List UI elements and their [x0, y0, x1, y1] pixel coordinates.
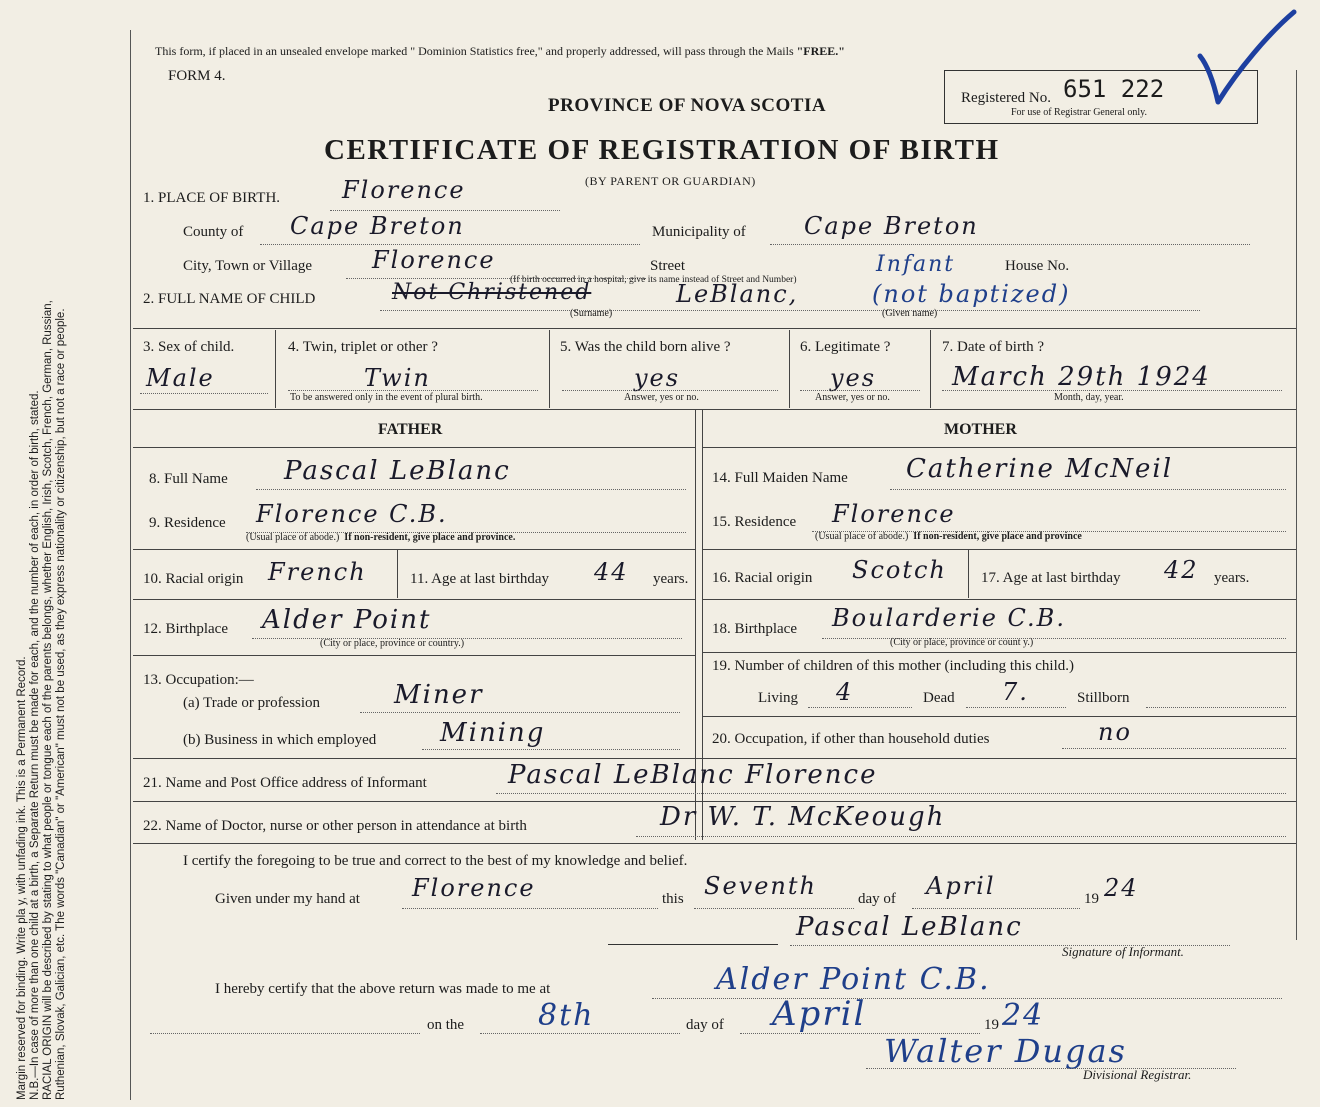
note-text: (Usual place of abode.): [815, 531, 909, 542]
father-residence-note: [246, 532, 515, 543]
registrar-note: For use of Registrar General only.: [1011, 107, 1147, 118]
informant-signature: Pascal LeBlanc: [796, 912, 1023, 942]
registrar-day-of-label: day of: [686, 1017, 724, 1033]
fill-line: [380, 310, 1200, 311]
rule: [703, 447, 1296, 448]
informant-signature-caption: Signature of Informant.: [1062, 944, 1184, 959]
mail-free-text: "FREE.": [796, 44, 845, 58]
child-infant-note: Infant: [876, 252, 956, 277]
mother-residence-label: 15. Residence: [712, 514, 797, 530]
informant-label: 21. Name and Post Office address of Informant: [143, 775, 427, 791]
twin-note: To be answered only in the event of plural birth.: [290, 392, 483, 403]
rule: [133, 549, 695, 550]
doctor-value: Dr W. T. McKeough: [660, 802, 946, 832]
fill-line: [260, 244, 640, 245]
living-label: Living: [758, 690, 798, 706]
father-trade-value: Miner: [394, 680, 484, 710]
mother-race-value: Scotch: [852, 556, 947, 584]
margin-line: Margin reserved for binding. Write pla y, with unfading ink. This is a Permanent Record.: [16, 656, 28, 1100]
county-label: County of: [183, 224, 244, 240]
rule: [133, 655, 695, 656]
checkmark-icon: [1190, 6, 1300, 116]
fill-line: [330, 210, 560, 211]
fill-line: [770, 244, 1250, 245]
father-name-label: 8. Full Name: [149, 471, 228, 487]
father-birthplace-note: (City or place, province or country.): [320, 638, 465, 649]
page-title: CERTIFICATE OF REGISTRATION OF BIRTH: [324, 134, 1000, 166]
on-the-label: on the: [427, 1017, 465, 1033]
note-text: (Usual place of abode.): [246, 532, 340, 543]
legitimate-value: yes: [830, 364, 877, 392]
sex-value: Male: [146, 364, 215, 392]
fill-line: [1146, 707, 1286, 708]
fill-line: [890, 489, 1286, 490]
father-trade-label: (a) Trade or profession: [183, 695, 321, 711]
street-label: Street: [650, 258, 685, 274]
mother-residence-value: Florence: [832, 500, 956, 528]
province-heading: PROVINCE OF NOVA SCOTIA: [548, 95, 827, 116]
right-border: [1296, 70, 1297, 940]
margin-line: Ruthenian, Slovak, Galician, etc. The words "Canadian" or "American" must not be used, as they express nationality or citizenship, but not a race or people.: [55, 308, 67, 1100]
given-year-suffix: 24: [1104, 874, 1139, 902]
fill-line: [652, 998, 1282, 999]
rule: [930, 330, 931, 408]
given-name-caption: (Given name): [882, 308, 938, 319]
rule: [608, 944, 778, 945]
city-value: Florence: [372, 246, 496, 274]
binding-margin-line: [130, 30, 131, 1100]
father-occupation-label: 13. Occupation:—: [143, 672, 254, 688]
dead-label: Dead: [923, 690, 955, 706]
father-name-value: Pascal LeBlanc: [284, 456, 511, 486]
fill-line: [150, 1033, 420, 1034]
child-name-struck: Not Christened: [392, 280, 592, 305]
registrar-signature-caption: Divisional Registrar.: [1083, 1067, 1192, 1082]
mail-notice-text: This form, if placed in an unsealed envelope marked " Dominion Statistics free," and properly addressed, will pass through the Mails: [155, 44, 794, 58]
father-birthplace-value: Alder Point: [262, 605, 432, 635]
margin-line: N.B.—In case of more than one child at a birth, a Separate Return must be made for each, and the number of each, in order of birth, stated.: [29, 390, 41, 1100]
registered-label: Registered No.: [961, 90, 1051, 106]
twin-value: Twin: [364, 364, 431, 392]
born-alive-note: Answer, yes or no.: [624, 392, 699, 403]
father-birthplace-label: 12. Birthplace: [143, 621, 228, 637]
registrar-statement: I hereby certify that the above return was made to me at: [215, 981, 551, 997]
mother-birthplace-note: (City or place, province or count y.): [890, 637, 1034, 648]
informant-value: Pascal LeBlanc Florence: [508, 760, 878, 790]
fill-line: [942, 390, 1282, 391]
fill-line: [422, 749, 680, 750]
mother-occupation-label: 20. Occupation, if other than household duties: [712, 731, 990, 747]
rule: [789, 330, 790, 408]
mail-notice: [155, 44, 845, 59]
mother-age-unit: years.: [1214, 570, 1250, 586]
municipality-label: Municipality of: [652, 224, 746, 240]
given-month-value: April: [926, 872, 996, 900]
fill-line: [808, 707, 912, 708]
place-of-birth-label: 1. PLACE OF BIRTH.: [143, 190, 281, 206]
rule: [703, 549, 1296, 550]
registrar-place: Alder Point C.B.: [716, 962, 991, 997]
form-number: FORM 4.: [168, 68, 226, 84]
fill-line: [694, 908, 854, 909]
given-year-prefix: 19: [1084, 891, 1099, 907]
legitimate-label: 6. Legitimate ?: [800, 339, 891, 355]
city-label: City, Town or Village: [183, 258, 313, 274]
father-age-label: 11. Age at last birthday: [410, 571, 549, 587]
rule: [275, 330, 276, 408]
note-text: If non-resident, give place and province.: [344, 532, 516, 543]
fill-line: [480, 1033, 680, 1034]
fill-line: [252, 638, 682, 639]
house-number-label: House No.: [1005, 258, 1070, 274]
rule: [133, 599, 695, 600]
rule: [133, 758, 1296, 759]
county-value: Cape Breton: [290, 212, 465, 240]
father-business-value: Mining: [440, 718, 546, 748]
fill-line: [800, 390, 920, 391]
fill-line: [288, 390, 538, 391]
registrar-year-prefix: 19: [984, 1017, 999, 1033]
child-name-label: 2. FULL NAME OF CHILD: [143, 291, 316, 307]
date-of-birth-label: 7. Date of birth ?: [942, 339, 1045, 355]
father-heading: FATHER: [378, 421, 443, 438]
fill-line: [1062, 748, 1286, 749]
fill-line: [966, 707, 1066, 708]
note-text: If non-resident, give place and province: [913, 531, 1082, 542]
fill-line: [140, 393, 268, 394]
father-residence-value: Florence C.B.: [256, 500, 448, 528]
fill-line: [402, 908, 658, 909]
rule: [968, 550, 969, 598]
registrar-day-value: 8th: [538, 998, 595, 1033]
legitimate-note: Answer, yes or no.: [815, 392, 890, 403]
dead-value: 7.: [1002, 678, 1029, 706]
father-age-unit: years.: [653, 571, 689, 587]
child-given-name: (not baptized): [872, 280, 1071, 308]
mother-age-label: 17. Age at last birthday: [981, 570, 1121, 586]
fill-line: [562, 390, 778, 391]
sex-label: 3. Sex of child.: [143, 339, 235, 355]
living-value: 4: [836, 678, 854, 706]
registrar-year-suffix: 24: [1002, 998, 1045, 1033]
municipality-value: Cape Breton: [804, 212, 979, 240]
page-subtitle: (BY PARENT OR GUARDIAN): [585, 174, 756, 188]
mother-name-label: 14. Full Maiden Name: [712, 470, 848, 486]
given-day-value: Seventh: [704, 872, 817, 900]
rule: [549, 330, 550, 408]
fill-line: [360, 712, 680, 713]
born-alive-label: 5. Was the child born alive ?: [560, 339, 731, 355]
twin-label: 4. Twin, triplet or other ?: [288, 339, 438, 355]
rule: [703, 716, 1296, 717]
father-age-value: 44: [594, 558, 629, 586]
rule: [133, 843, 1296, 844]
father-race-label: 10. Racial origin: [143, 571, 244, 587]
rule: [397, 550, 398, 598]
hospital-note: (If birth occurred in a hospital, give its name instead of Street and Number): [510, 275, 797, 285]
mother-heading: MOTHER: [944, 421, 1017, 438]
certification-statement: I certify the foregoing to be true and correct to the best of my knowledge and belief.: [183, 853, 688, 869]
day-of-label: day of: [858, 891, 896, 907]
margin-line: RACIAL ORIGIN will be described by stating to what people or tongue each of the parents belongs, whether English, Irish, Scotch, French, German, Russian,: [42, 300, 54, 1100]
rule: [703, 599, 1296, 600]
given-at-place: Florence: [412, 874, 536, 902]
rule: [133, 447, 695, 448]
born-alive-value: yes: [634, 364, 681, 392]
mother-residence-note: [815, 531, 1082, 542]
registrar-signature: Walter Dugas: [884, 1032, 1127, 1070]
fill-line: [912, 908, 1080, 909]
fill-line: [256, 489, 686, 490]
mother-name-value: Catherine McNeil: [906, 454, 1174, 484]
mother-race-label: 16. Racial origin: [712, 570, 813, 586]
father-residence-label: 9. Residence: [149, 515, 226, 531]
children-count-label: 19. Number of children of this mother (including this child.): [712, 658, 1075, 674]
rule: [703, 652, 1296, 653]
date-of-birth-value: March 29th 1924: [952, 362, 1211, 392]
stillborn-label: Stillborn: [1077, 690, 1130, 706]
margin-instructions: [16, 40, 68, 1100]
doctor-label: 22. Name of Doctor, nurse or other person in attendance at birth: [143, 818, 527, 834]
this-label: this: [662, 891, 684, 907]
given-at-label: Given under my hand at: [215, 891, 360, 907]
father-race-value: French: [268, 558, 367, 586]
registered-number: 651 222: [1063, 75, 1165, 103]
father-business-label: (b) Business in which employed: [183, 732, 377, 748]
fill-line: [496, 793, 1286, 794]
mother-birthplace-value: Boularderie C.B.: [832, 604, 1066, 632]
rule: [133, 409, 1296, 410]
mother-occupation-value: no: [1098, 718, 1132, 746]
date-of-birth-note: Month, day, year.: [1054, 392, 1124, 403]
child-surname: LeBlanc,: [676, 280, 799, 308]
place-of-birth-value: Florence: [342, 176, 466, 204]
fill-line: [636, 836, 1286, 837]
mother-birthplace-label: 18. Birthplace: [712, 621, 797, 637]
registrar-month-value: April: [772, 994, 867, 1034]
mother-age-value: 42: [1164, 556, 1199, 584]
rule: [133, 328, 1296, 329]
surname-caption: (Surname): [570, 308, 613, 319]
